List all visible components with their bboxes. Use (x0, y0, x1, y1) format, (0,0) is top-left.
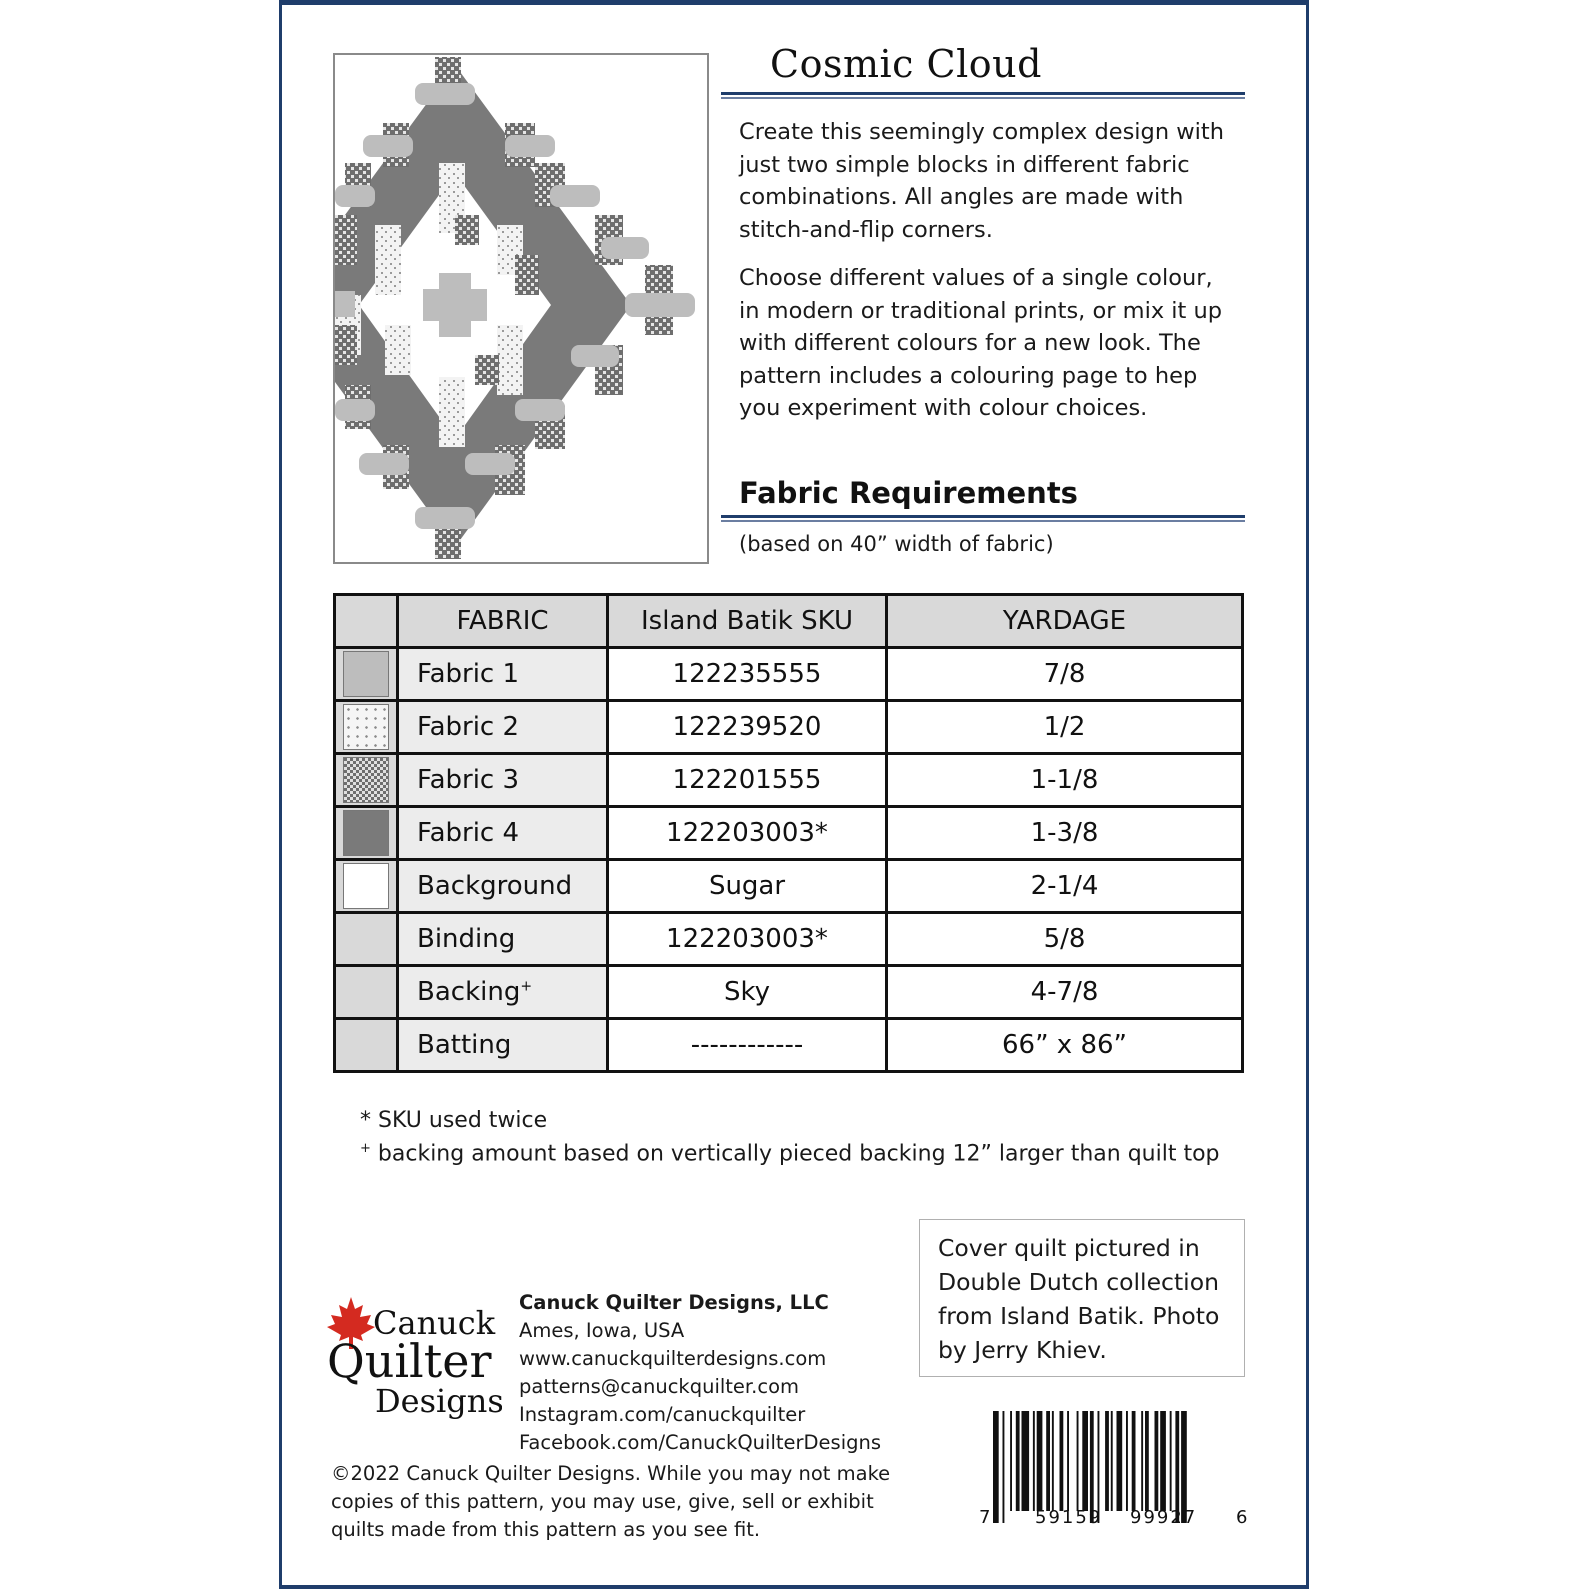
barcode-icon (979, 1411, 1254, 1531)
fabric-yardage: 7/8 (887, 648, 1243, 701)
fabric-sku: Sugar (608, 860, 887, 913)
table-row (335, 1019, 1243, 1072)
company-name: Canuck Quilter Designs, LLC (519, 1291, 829, 1314)
fabric-3-swatch (343, 757, 389, 803)
fabric-name (398, 966, 608, 1019)
swatch-cell (335, 648, 398, 701)
swatch-cell (335, 701, 398, 754)
swatch-cell (335, 966, 398, 1019)
barcode-bar (1145, 1411, 1149, 1511)
fabric-yardage: 5/8 (887, 913, 1243, 966)
pattern-title: Cosmic Cloud (770, 42, 1042, 86)
fabric-requirements-rule (721, 515, 1245, 522)
fabric-name: Binding (398, 913, 608, 966)
intro-text (739, 116, 1239, 441)
fabric-yardage: 1-3/8 (887, 807, 1243, 860)
fabric-sku: 122201555 (608, 754, 887, 807)
fabric-header: FABRIC (398, 595, 608, 648)
logo-canuck: Canuck (373, 1304, 496, 1342)
fabric-name: Fabric 1 (398, 648, 608, 701)
barcode-bar (1132, 1411, 1136, 1511)
fabric-1-swatch (343, 651, 389, 697)
swatch-cell (335, 807, 398, 860)
backing-plus-mark: + (520, 978, 533, 995)
fabric-name: Fabric 2 (398, 701, 608, 754)
fabric-name: Fabric 4 (398, 807, 608, 860)
fabric-yardage: 2-1/4 (887, 860, 1243, 913)
logo-quilter: Quilter (327, 1334, 492, 1388)
footnote-backing-text: backing amount based on vertically pieced backing 12” larger than quilt top (377, 1141, 1220, 1167)
barcode-bar (1077, 1411, 1079, 1511)
fabric-name: Fabric 3 (398, 754, 608, 807)
table-row (335, 754, 1243, 807)
table-row (335, 860, 1243, 913)
cover-quilt-note: Cover quilt pictured in Double Dutch collection from Island Batik. Photo by Jerry Khiev. (919, 1219, 1245, 1377)
table-row (335, 966, 1243, 1019)
fabric-sku: Sky (608, 966, 887, 1019)
company-email[interactable]: patterns@canuckquilter.com (519, 1375, 799, 1398)
barcode-bar (1022, 1411, 1030, 1511)
barcode-bar (1060, 1411, 1064, 1511)
company-instagram[interactable]: Instagram.com/canuckquilter (519, 1403, 806, 1426)
intro-paragraph-2: Choose different values of a single colour, in modern or traditional prints, or mix it up with different colours for a new look. The pattern includes a colouring page to hep you experiment with colour choices. (739, 265, 1223, 421)
intro-paragraph-1: Create this seemingly complex design with just two simple blocks in different fabric combinations. All angles are made with stitch-and-flip corners. (739, 119, 1224, 243)
swatch-cell (335, 913, 398, 966)
fabric-sku: ------------ (608, 1019, 887, 1072)
swatch-cell (335, 754, 398, 807)
footnote-sku: * SKU used twice (360, 1108, 548, 1133)
quilt-illustration (333, 53, 709, 564)
logo-designs: Designs (375, 1382, 502, 1420)
barcode-bar (1160, 1411, 1166, 1511)
fabric-sku: 122203003* (608, 913, 887, 966)
fabric-sku: 122235555 (608, 648, 887, 701)
barcode-bar (1141, 1411, 1143, 1511)
company-facebook[interactable]: Facebook.com/CanuckQuilterDesigns (519, 1431, 882, 1454)
canuck-quilter-logo (327, 1297, 502, 1422)
backing-label: Backing (417, 977, 521, 1007)
fabric-requirements-heading: Fabric Requirements (739, 476, 1078, 510)
title-rule (721, 92, 1245, 99)
table-row (335, 648, 1243, 701)
fabric-yardage: 1/2 (887, 701, 1243, 754)
barcode-digit-1: 7 (979, 1507, 993, 1528)
fabric-name: Background (398, 860, 608, 913)
company-location: Ames, Iowa, USA (519, 1319, 685, 1342)
swatch-cell (335, 1019, 398, 1072)
footnote-plus-mark: + (360, 1141, 371, 1156)
barcode-digits-right: 99927 (1130, 1507, 1198, 1528)
barcode-bar (1037, 1411, 1043, 1511)
company-info (519, 1289, 881, 1457)
barcode-bar (1117, 1411, 1123, 1511)
barcode-bar (993, 1411, 999, 1523)
table-row (335, 807, 1243, 860)
barcode-bar (1003, 1411, 1005, 1523)
fabric-width-note: (based on 40” width of fabric) (739, 532, 1054, 556)
barcode-bar (1067, 1411, 1069, 1511)
fabric-4-swatch (343, 810, 389, 856)
swatch-header (335, 595, 398, 648)
table-header-row (335, 595, 1243, 648)
barcode-bar (1016, 1411, 1020, 1511)
fabric-yardage: 1-1/8 (887, 754, 1243, 807)
barcode-bar (1046, 1411, 1050, 1511)
table-row (335, 701, 1243, 754)
barcode-bar (1033, 1411, 1035, 1511)
barcode-digit-check: 6 (1236, 1507, 1250, 1528)
yardage-header: YARDAGE (887, 595, 1243, 648)
fabric-2-swatch (343, 704, 389, 750)
fabric-name: Batting (398, 1019, 608, 1072)
swatch-cell (335, 860, 398, 913)
barcode-bar (1170, 1411, 1172, 1511)
company-website[interactable]: www.canuckquilterdesigns.com (519, 1347, 827, 1370)
barcode-bar (1111, 1411, 1113, 1511)
barcode-bar (1052, 1411, 1054, 1511)
barcode-bar (1155, 1411, 1159, 1511)
background-swatch (343, 863, 389, 909)
copyright-notice: ©2022 Canuck Quilter Designs. While you may not make copies of this pattern, you may use, give, sell or exhibit quilts made from this pattern as you see fit. (331, 1462, 891, 1541)
barcode-bar (1105, 1411, 1109, 1511)
fabric-yardage: 66” x 86” (887, 1019, 1243, 1072)
barcode-bar (1126, 1411, 1128, 1511)
sku-header: Island Batik SKU (608, 595, 887, 648)
fabric-sku: 122239520 (608, 701, 887, 754)
fabric-yardage: 4-7/8 (887, 966, 1243, 1019)
fabric-sku: 122203003* (608, 807, 887, 860)
table-row (335, 913, 1243, 966)
barcode-bar (1010, 1411, 1012, 1511)
footnote-backing (360, 1141, 1220, 1166)
fabric-table (333, 593, 1244, 1073)
barcode-bar (1082, 1411, 1088, 1511)
barcode-digits-left: 59159 (1035, 1507, 1103, 1528)
